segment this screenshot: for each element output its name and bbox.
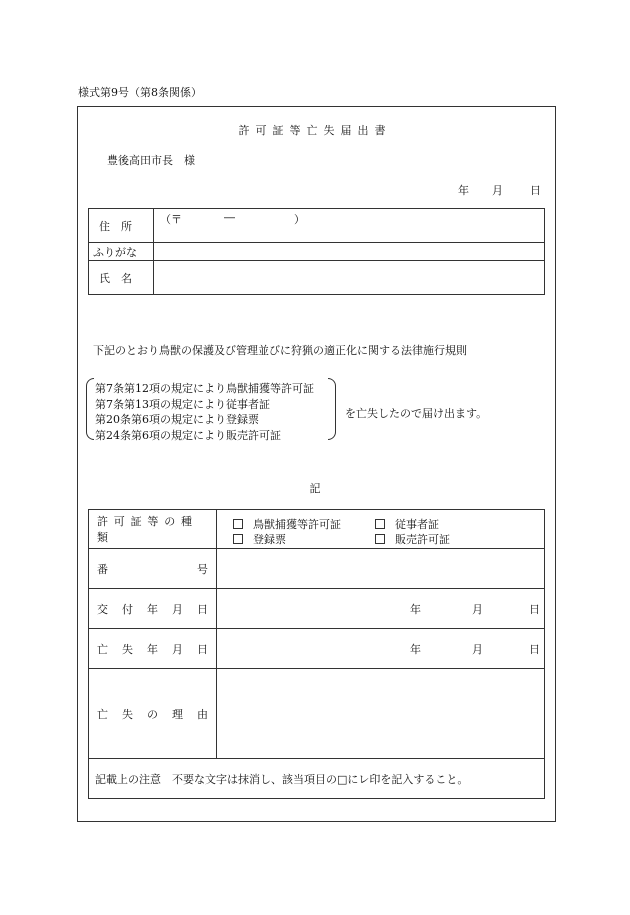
address-label: 住 所 <box>99 219 132 233</box>
date-day-label: 日 <box>530 184 541 197</box>
furigana-field[interactable] <box>154 243 545 261</box>
loss-date-field[interactable]: 年 月 日 <box>217 629 545 669</box>
type-label-cell <box>89 510 217 549</box>
issue-date-label-cell <box>89 589 217 629</box>
notes-cell <box>89 759 545 799</box>
postal-close: ） <box>294 213 305 226</box>
reason-label-cell <box>89 669 217 759</box>
name-label-cell <box>89 261 154 295</box>
postal-dash: ― <box>224 211 235 224</box>
left-brace <box>86 378 94 440</box>
ki-heading: 記 <box>309 482 321 495</box>
checkbox-icon[interactable] <box>233 534 243 544</box>
reason-field[interactable] <box>217 669 545 759</box>
applicant-table <box>88 208 545 295</box>
name-field[interactable] <box>154 261 545 295</box>
date-month-label: 月 <box>492 184 503 197</box>
address-label-cell <box>89 209 154 243</box>
checkbox-icon[interactable] <box>375 519 385 529</box>
number-label-cell <box>89 549 217 589</box>
reason-label: 亡 失 の 理 由 <box>97 707 208 721</box>
rule-item: 第24条第6項の規定により販売許可証 <box>95 428 281 442</box>
name-label: 氏 名 <box>99 271 132 285</box>
number-label: 番 号 <box>97 562 208 576</box>
checkbox-icon[interactable] <box>233 519 243 529</box>
type-options-cell <box>217 510 545 549</box>
postal-prefix: （〒 <box>160 213 182 226</box>
option-sales-permit[interactable]: 販売許可証 <box>375 531 450 547</box>
number-field[interactable] <box>217 549 545 589</box>
issue-date-field[interactable]: 年 月 日 <box>217 589 545 629</box>
loss-statement: を亡失したので届け出ます。 <box>345 407 488 420</box>
details-table <box>88 509 545 799</box>
rule-item: 第7条第12項の規定により鳥獣捕獲等許可証 <box>95 382 314 395</box>
rule-list <box>95 381 314 443</box>
notes-text: 記載上の注意 不要な文字は抹消し、該当項目の□にレ印を記入すること。 <box>95 772 469 786</box>
right-brace <box>328 378 336 440</box>
rule-item: 第7条第13項の規定により従事者証 <box>95 397 270 411</box>
date-year-label: 年 <box>458 184 469 197</box>
form-number-label: 様式第9号（第8条関係） <box>78 86 202 99</box>
address-field[interactable] <box>154 209 545 243</box>
issue-date-label: 交 付 年 月 日 <box>97 602 208 616</box>
furigana-label: ふりがな <box>93 245 137 259</box>
type-label: 許可証等の種類 <box>97 515 198 544</box>
checkbox-icon[interactable] <box>375 534 385 544</box>
intro-text: 下記のとおり鳥獣の保護及び管理並びに狩猟の適正化に関する法律施行規則 <box>93 344 467 357</box>
furigana-label-cell <box>89 243 154 261</box>
loss-date-label: 亡 失 年 月 日 <box>97 642 208 656</box>
addressee: 豊後高田市長 様 <box>107 154 195 167</box>
option-hunting-permit[interactable]: 鳥獣捕獲等許可証 <box>233 516 341 532</box>
option-worker-cert[interactable]: 従事者証 <box>375 516 439 532</box>
loss-date-label-cell <box>89 629 217 669</box>
form-title: 許可証等亡失届出書 <box>238 124 392 137</box>
option-registration[interactable]: 登録票 <box>233 531 286 547</box>
rule-item: 第20条第6項の規定により登録票 <box>95 413 259 426</box>
